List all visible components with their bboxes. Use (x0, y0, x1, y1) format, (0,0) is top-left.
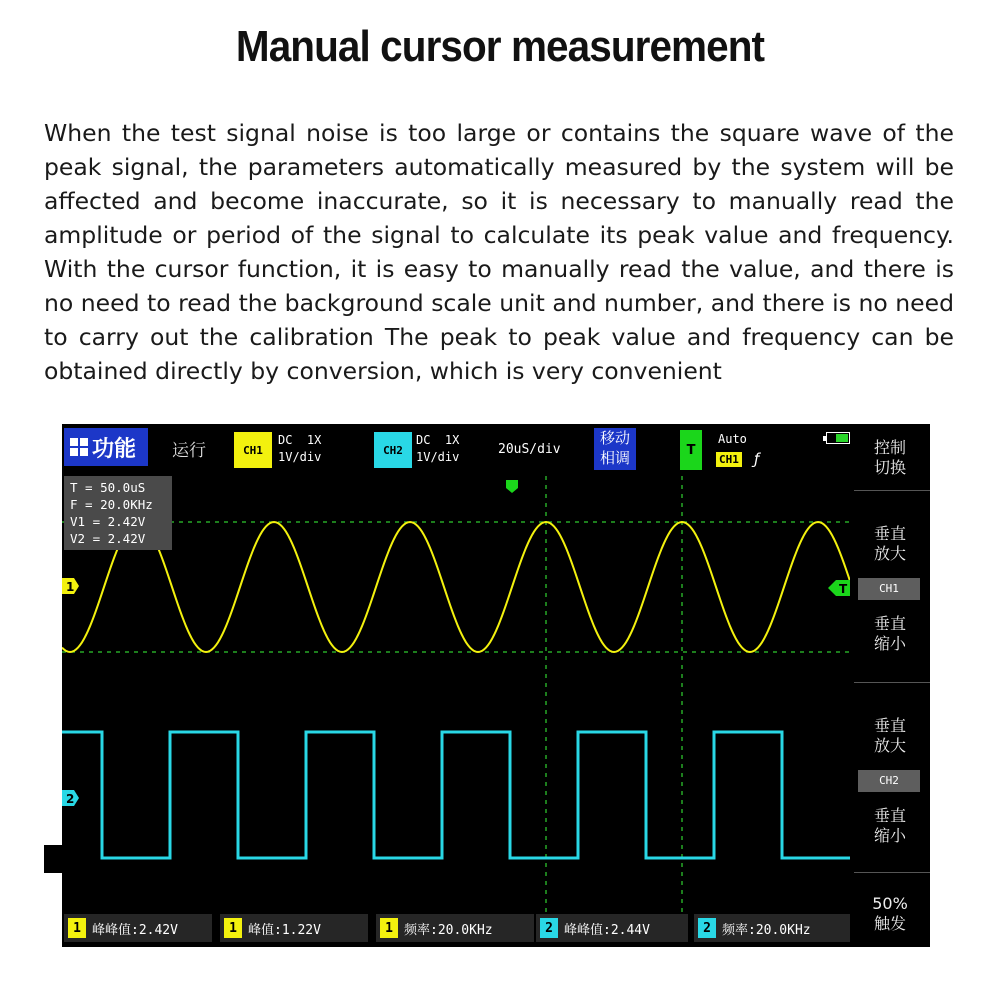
battery-icon (826, 432, 850, 444)
sidebar-divider (854, 682, 930, 683)
ch1-peak-to-peak[interactable] (64, 914, 212, 942)
trigger-source[interactable]: CH1 (716, 452, 742, 467)
rising-edge-icon: ƒ (754, 450, 760, 468)
sidebar-divider (854, 872, 930, 873)
ch2-badge[interactable]: CH2 (374, 432, 412, 468)
ch1-peak[interactable] (220, 914, 368, 942)
ch2-coupling: DC 1X (416, 433, 460, 447)
cursor-v1-value: V1 = 2.42V (70, 514, 146, 529)
measurement-bar (62, 914, 850, 944)
image-artifact (44, 845, 66, 873)
ch2-zoom-in-button[interactable]: 垂直 放大 (873, 716, 906, 755)
ch1-scale: 1V/div (278, 450, 322, 464)
move-adjust-label: 移动 相调 (599, 429, 630, 467)
measurement-text: 峰值:1.22V (248, 922, 321, 938)
measurement-text: 峰峰值:2.44V (564, 922, 650, 938)
cursor-v2-value: V2 = 2.42V (70, 531, 146, 546)
function-menu-button[interactable] (64, 428, 148, 466)
measurement-text: 频率:20.0KHz (722, 922, 811, 938)
measurement-text: 峰峰值:2.42V (92, 922, 178, 938)
ch1-sine-waveform (62, 522, 850, 652)
ch2-zoom-out-button[interactable]: 垂直 缩小 (873, 806, 906, 845)
channel-badge: 1 (380, 918, 398, 938)
sidebar-divider (854, 490, 930, 491)
ch1-frequency[interactable] (376, 914, 534, 942)
trigger-50-button[interactable]: 50% 触发 (872, 894, 908, 933)
ch2-square-waveform (62, 732, 850, 858)
trigger-mode[interactable]: Auto (718, 432, 747, 446)
description-paragraph: When the test signal noise is too large or contains the square wave of the peak signal, the parameters automatically measured by the system will be affected and become inaccurate, so it is necessary to manually read the amplitude or period of the signal to calculate its peak value and frequency. With the cursor function, it is easy to manually read the value, and there is no need to read the background scale unit and number, and there is no need to carry out the calibration The peak to peak value and frequency can be obtained directly by conversion, which is very convenient (44, 119, 954, 385)
cursor-frequency: F = 20.0KHz (70, 497, 153, 512)
ch1-zoom-out-button[interactable]: 垂直 缩小 (873, 614, 906, 653)
measurement-text: 频率:20.0KHz (404, 922, 493, 938)
cursor-period: T = 50.0uS (70, 480, 146, 495)
trigger-marker-label: T (839, 582, 848, 596)
page-heading: Manual cursor measurement (235, 22, 765, 71)
grid-menu-icon (70, 438, 88, 456)
ch2-peak-to-peak[interactable] (536, 914, 688, 942)
trigger-badge[interactable]: T (680, 430, 702, 470)
trigger-position-marker (506, 480, 518, 493)
top-status-bar (62, 424, 930, 476)
ch1-badge[interactable]: CH1 (234, 432, 272, 468)
ch2-settings[interactable] (416, 432, 459, 466)
run-state[interactable]: 运行 (172, 441, 206, 461)
ch1-sidebar-label[interactable]: CH1 (858, 578, 920, 600)
ch1-settings[interactable] (278, 432, 321, 466)
right-sidebar (850, 424, 930, 947)
ch2-sidebar-label[interactable]: CH2 (858, 770, 920, 792)
cursor-readout-panel (64, 476, 172, 550)
ch2-scale: 1V/div (416, 450, 460, 464)
ch1-zoom-in-button[interactable]: 垂直 放大 (873, 524, 906, 563)
ch2-marker-label: 2 (66, 792, 75, 806)
channel-badge: 2 (540, 918, 558, 938)
timebase[interactable]: 20uS/div (498, 442, 561, 457)
ch2-frequency[interactable] (694, 914, 850, 942)
control-switch-button[interactable]: 控制 切换 (873, 438, 906, 477)
channel-badge: 1 (224, 918, 242, 938)
channel-badge: 2 (698, 918, 716, 938)
move-adjust-button[interactable] (594, 428, 636, 470)
ch1-marker-label: 1 (66, 580, 75, 594)
channel-badge: 1 (68, 918, 86, 938)
waveform-plot (62, 476, 850, 912)
oscilloscope-screen (62, 424, 930, 947)
ch1-coupling: DC 1X (278, 433, 322, 447)
function-menu-label: 功能 (92, 436, 137, 462)
